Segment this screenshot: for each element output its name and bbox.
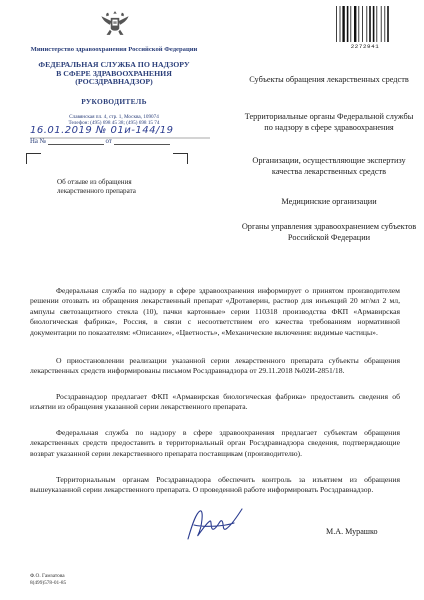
handwritten-signature-icon (182, 505, 252, 545)
body-paragraph-4 (30, 428, 400, 459)
body-paragraph-1 (30, 286, 400, 338)
subject-line-1: Об отзыве из обращения (57, 178, 132, 186)
executor-phone: 8(499)578-01-85 (30, 579, 67, 586)
ref-from: от (105, 138, 112, 145)
paragraph-text: О приостановлении реализации указанной серии лекарственного препарата субъекты обращения лекарственных средств информированы письмом Росздравнадзора от 29.11.2018 №02И-2851/18. (30, 356, 400, 376)
body-paragraph-5 (30, 475, 400, 496)
ref-prefix: На № (30, 138, 47, 145)
paragraph-text: Федеральная служба по надзору в сфере здравоохранения информирует о принятом производителем решении отозвать из обращения лекарственный препарат «Дротаверин, раствор для инъекций 20 мг/мл 2 мл, ампулы светозащитного стекла (10), пачки картонные» серии 110318 производства ФКП «Армавирская биологическая фабрика», Россия, в связи с несоответствием его качества требованиям нормативной документации по показателям: «Описание», «Цветность», «Механические включения: видимые частицы». (30, 286, 400, 337)
signer-name: М.А. Мурашко (326, 527, 378, 536)
double-headed-eagle-icon (98, 6, 132, 40)
paragraph-text: Территориальным органам Росздравнадзора обеспечить контроль за изъятием из обращения вышеуказанной серии лекарственного препарата. О проведенной работе информировать Росздравнадзор. (30, 475, 400, 495)
barcode-icon (335, 4, 395, 48)
address-line-2: Телефон: (495) 698 45 38; (495) 698 15 74 (68, 120, 160, 127)
service-line-2: В СФЕРЕ ЗДРАВООХРАНЕНИЯ (56, 68, 172, 78)
ref-date-blank (114, 137, 170, 145)
executor-name: Ф.О. Гамзатова (30, 573, 65, 579)
addressee-3: Организации, осуществляющие экспертизу качества лекарственных средств (252, 156, 406, 176)
subject-line-2: лекарственного препарата (57, 187, 136, 196)
addressee-2: Территориальные органы Федеральной службы по надзору в сфере здравоохранения (244, 112, 414, 132)
registration-number-handwritten: 16.01.2019 № 01и-144/19 (30, 125, 174, 136)
service-line-1: ФЕДЕРАЛЬНАЯ СЛУЖБА ПО НАДЗОРУ (38, 60, 190, 69)
ministry-name: Министерство здравоохранения Российской Федерации (30, 46, 198, 53)
executor-info (30, 573, 66, 586)
addressee-1: Субъекты обращения лекарственных средств (249, 75, 409, 84)
letter-subject (57, 178, 197, 197)
barcode-number: 2272941 (350, 43, 380, 50)
paragraph-text: Федеральная служба по надзору в сфере здравоохранения предлагает субъектам обращения лекарственных средств предоставить в территориальный орган Росздравнадзора сведения, подтверждающие возврат указанной серии лекарственного препарата поставщикам (производителю). (30, 428, 400, 458)
body-paragraph-3 (30, 392, 400, 413)
management-title: РУКОВОДИТЕЛЬ (81, 97, 147, 106)
service-line-3: (РОСЗДРАВНАДЗОР) (75, 77, 153, 87)
reference-line (30, 137, 170, 145)
paragraph-text: Росздравнадзор предлагает ФКП «Армавирская биологическая фабрика» предоставить сведения об изъятии из обращения указанной серии лекарственного препарата. (30, 392, 400, 412)
service-name (20, 61, 208, 87)
address-line-1: Славянская пл. 4, стр. 1, Москва, 109074 (69, 114, 159, 120)
addressee-4: Медицинские организации (281, 197, 377, 206)
corner-mark-right (173, 153, 188, 164)
corner-mark-left (26, 153, 41, 164)
addressee-5: Органы управления здравоохранением субъектов Российской Федерации (241, 222, 417, 242)
ref-number-blank (48, 137, 104, 145)
body-paragraph-2 (30, 356, 400, 377)
